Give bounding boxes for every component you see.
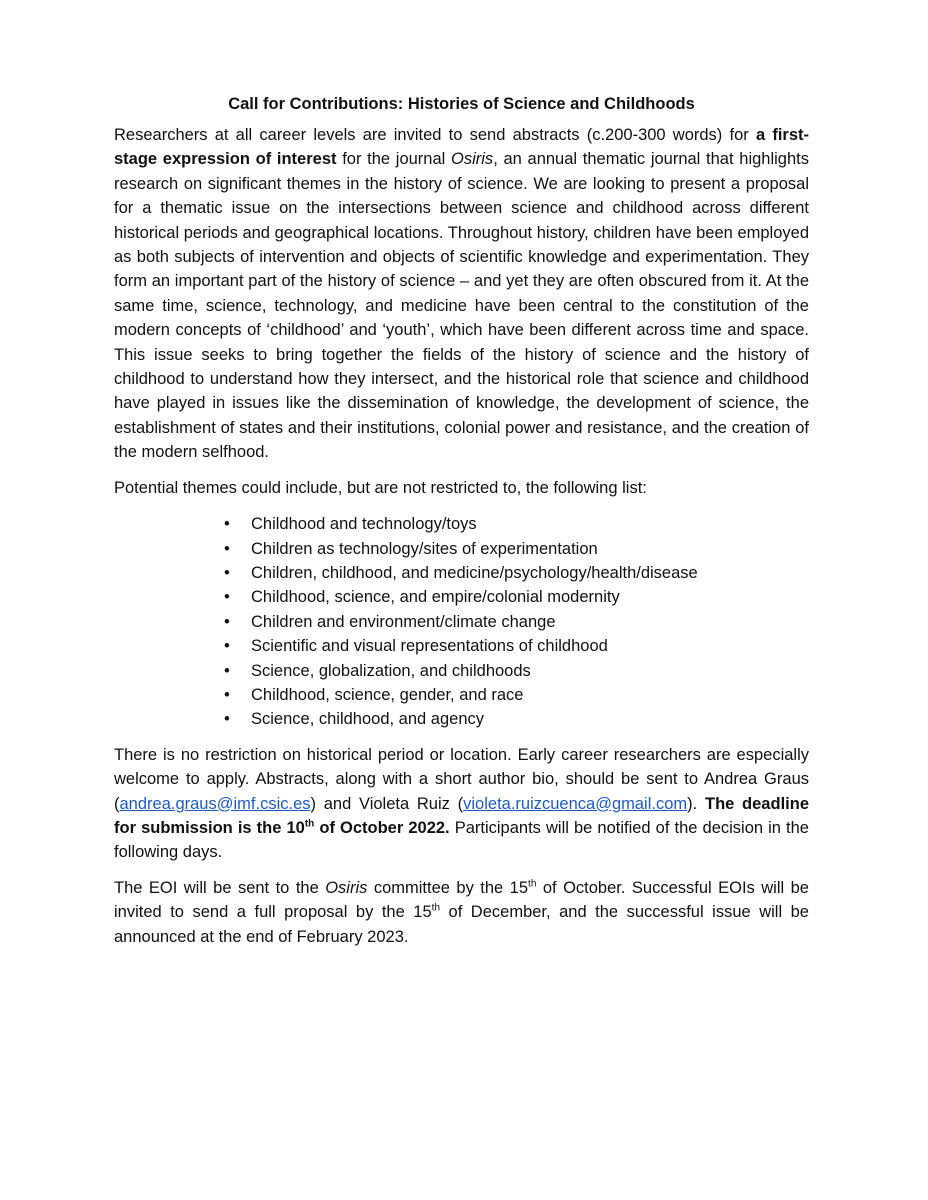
bullet-icon: • — [224, 661, 230, 680]
list-item: • Science, childhood, and agency — [224, 707, 809, 731]
bullet-icon: • — [224, 612, 230, 631]
list-item: • Childhood, science, and empire/colonial modernity — [224, 585, 809, 609]
journal-name: Osiris — [325, 878, 368, 897]
bullet-icon: • — [224, 685, 230, 704]
journal-name: Osiris — [451, 150, 494, 169]
list-item: • Children, childhood, and medicine/psychology/health/disease — [224, 561, 809, 585]
deadline-text: The deadline for submission is the 10th of October 2022. — [114, 794, 809, 837]
intro-paragraph — [114, 123, 809, 465]
list-item: • Science, globalization, and childhoods — [224, 659, 809, 683]
bullet-icon: • — [224, 710, 230, 729]
themes-intro: Potential themes could include, but are not restricted to, the following list: — [114, 478, 647, 497]
list-item: • Childhood, science, gender, and race — [224, 683, 809, 707]
intro-text-3: , an annual thematic journal that highlights research on significant themes in the history of science. We are looking to present a proposal for a thematic issue on the intersections between science and childhood across different historical periods and geographical locations. Throughout history, children have been employed as both subjects of intervention and objects of scientific knowledge and experimentation. They form an important part of the history of science – and yet they are often obscured from it. At the same time, science, technology, and medicine have been central to the constitution of the modern concepts of ‘childhood’ and ‘youth’, which have been different across time and space. This issue seeks to bring together the fields of the history of science and the history of childhood to understand how they intersect, and the historical role that science and childhood have played in issues like the dissemination of knowledge, the development of science, the establishment of states and their institutions, colonial power and resistance, and the creation of the modern selfhood. — [114, 150, 809, 462]
list-item: • Childhood and technology/toys — [224, 512, 809, 536]
bullet-icon: • — [224, 539, 230, 558]
bullet-icon: • — [224, 515, 230, 534]
intro-text-1: Researchers at all career levels are invited to send abstracts (c.200-300 words) for — [114, 126, 756, 144]
list-item: • Children as technology/sites of experimentation — [224, 537, 809, 561]
email-link-violeta[interactable]: violeta.ruizcuenca@gmail.com — [463, 794, 688, 813]
bullet-icon: • — [224, 588, 230, 607]
intro-text-2: for the journal — [336, 150, 452, 169]
document-title: Call for Contributions: Histories of Science and Childhoods — [228, 95, 695, 113]
email-link-andrea[interactable]: andrea.graus@imf.csic.es — [119, 794, 311, 813]
list-item: • Children and environment/climate change — [224, 610, 809, 634]
bullet-icon: • — [224, 563, 230, 582]
themes-list — [114, 512, 809, 732]
bullet-icon: • — [224, 637, 230, 656]
list-item: • Scientific and visual representations of childhood — [224, 634, 809, 658]
intro-bold-text: a first-stage expression of interest — [114, 126, 809, 169]
timeline-paragraph: The EOI will be sent to the Osiris committee by the 15th of October. Successful EOIs will be invited to send a full proposal by the 15th of December, and the successful issue will be announced at the end of February 2023. — [114, 878, 809, 946]
submission-paragraph: There is no restriction on historical period or location. Early career researchers are especially welcome to apply. Abstracts, along with a short author bio, should be sent to Andrea Graus (andrea.graus@imf.csic.es) and Violeta Ruiz (violeta.ruizcuenca@gmail.com). The deadline for submission is the 10th of October 2022. Participants will be notified of the decision in the following days. — [114, 745, 809, 862]
